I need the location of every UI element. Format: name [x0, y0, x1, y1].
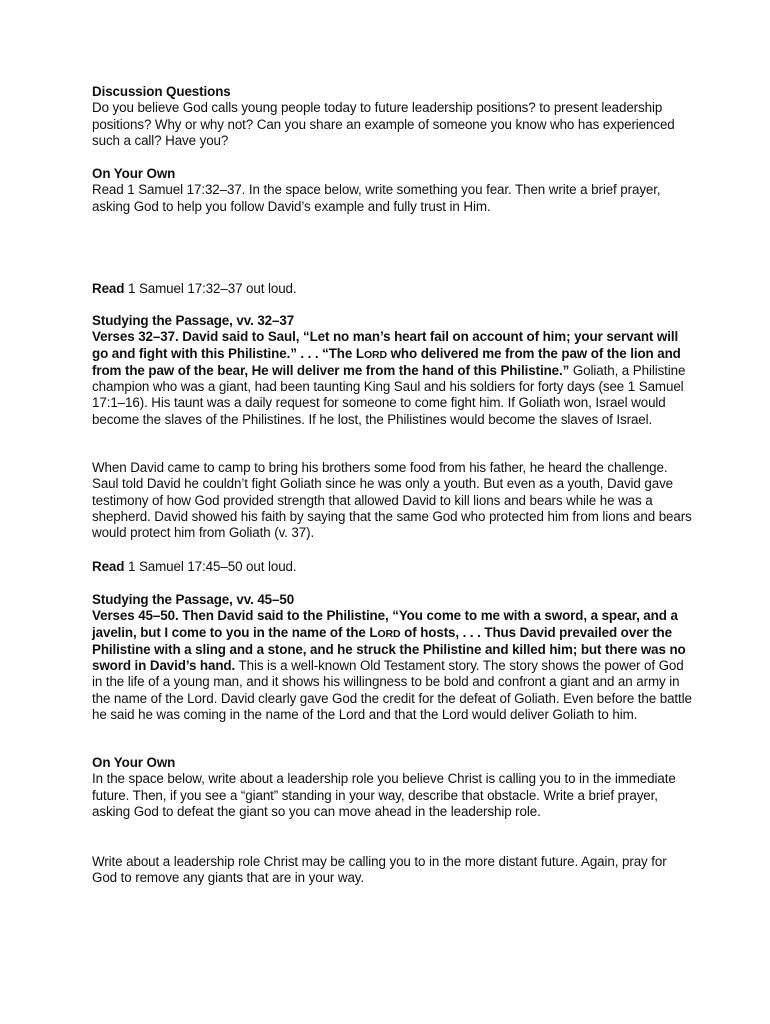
study-body-2: This is a well-known Old Testament story. The story shows the power of God in the life of a young man, and it shows his willingness to be bold and confront a giant and an army in the name of the Lord. David clearly gave God the credit for the defeat of Goliath. Even before the battle he said he was coming in the name of the Lord and that the Lord would deliver Goliath to him.	[92, 658, 692, 723]
own-section-1	[92, 166, 692, 215]
verse-text-1b: who delivered me from the paw of the lion and from the paw of the bear, He will deliver me from the hand of this Philistine.”	[92, 345, 681, 378]
david-paragraph	[92, 460, 692, 541]
own-heading-1: On Your Own	[92, 166, 176, 181]
read-label-1: Read	[92, 281, 125, 296]
verse-smallcaps-2: ORD	[377, 627, 401, 640]
own-body-2: In the space below, write about a leadership role you believe Christ is calling you to in the immediate future. Then, if you see a “giant” standing in your way, describe that obstacle. Write a brief prayer, asking God to defeat the giant so you can move ahead in the leadership role.	[92, 771, 676, 819]
discussion-body: Do you believe God calls young people today to future leadership positions? to present leadership positions? Why or why not? Can you share an example of someone you know who has experienced such a call? Have you?	[92, 100, 675, 148]
verse-text-2a: Verses 45–50. Then David said to the Philistine, “You come to me with a sword, a spear, and a javelin, but I come to you in the name of the L	[92, 608, 678, 640]
verse-text-2b: of hosts, . . . Thus David prevailed over the Philistine with a sling and a stone, and he struck the Philistine and killed him; but there was no sword in David’s hand.	[92, 624, 686, 674]
own-section-2	[92, 755, 692, 820]
david-paragraph-text: When David came to camp to bring his brothers some food from his father, he heard the challenge. Saul told David he couldn’t fight Goliath since he was only a youth. But even as a youth, David gave testimony of how God provided strength that allowed David to kill lions and bears while he was a shepherd. David showed his faith by saying that the same God who protected him from lions and bears would protect him from Goliath (v. 37).	[92, 460, 692, 541]
read-line-1	[92, 281, 692, 297]
study-paragraph-1	[92, 329, 692, 428]
verse-text-1a: Verses 32–37. David said to Saul, “Let no man’s heart fail on account of him; your servant will go and fight with this Philistine.” . . . “The L	[92, 329, 679, 361]
own-body-1: Read 1 Samuel 17:32–37. In the space below, write something you fear. Then write a brief prayer, asking God to help you follow David’s example and fully trust in Him.	[92, 182, 661, 214]
read-ref-2: 1 Samuel 17:45–50 out loud.	[124, 559, 297, 574]
study-heading-1: Studying the Passage, vv. 32–37	[92, 313, 295, 328]
discussion-heading: Discussion Questions	[92, 84, 231, 99]
study-section-2	[92, 592, 692, 723]
read-label-2: Read	[92, 559, 125, 574]
study-paragraph-2	[92, 608, 692, 723]
study-heading-2: Studying the Passage, vv. 45–50	[92, 592, 295, 607]
final-paragraph	[92, 854, 692, 887]
study-body-1: Goliath, a Philistine champion who was a giant, had been taunting King Saul and his soldiers for forty days (see 1 Samuel 17:1–16). His taunt was a daily request for someone to come fight him. If Goliath won, Israel would become the slaves of the Philistines. If he lost, the Philistines would become the slaves of Israel.	[92, 362, 686, 427]
read-ref-1: 1 Samuel 17:32–37 out loud.	[124, 281, 297, 296]
study-section-1	[92, 313, 692, 428]
own-heading-2: On Your Own	[92, 755, 176, 770]
verse-smallcaps-1: ORD	[363, 348, 387, 361]
read-line-2	[92, 559, 692, 575]
discussion-section	[92, 84, 692, 149]
final-paragraph-text: Write about a leadership role Christ may be calling you to in the more distant future. Again, pray for God to remove any giants that are in your way.	[92, 854, 667, 886]
